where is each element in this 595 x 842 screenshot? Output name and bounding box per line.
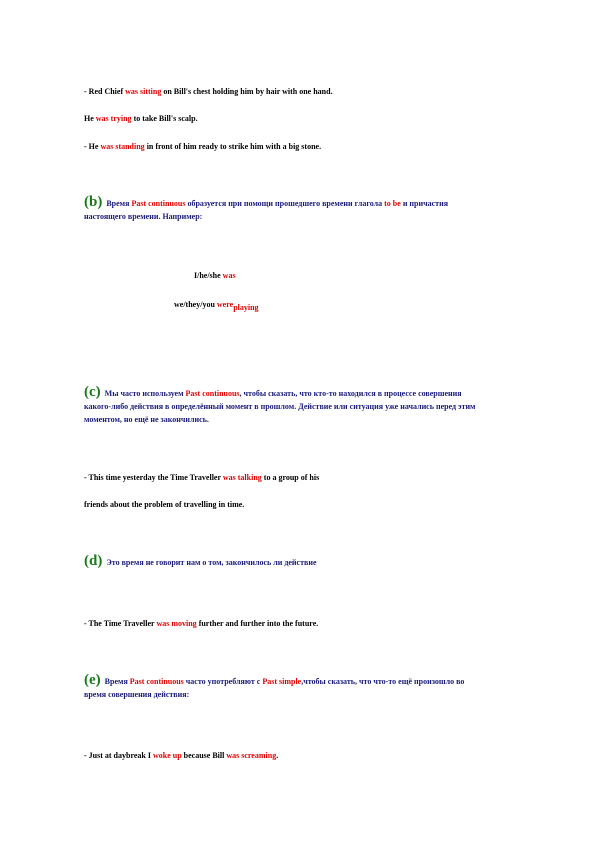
rule-text: , чтобы сказать, что кто-то находился в процессе совершения bbox=[239, 389, 462, 398]
table-row-were bbox=[174, 300, 259, 312]
section-marker: (e) bbox=[84, 672, 101, 688]
example-text: because Bill bbox=[181, 751, 227, 760]
rule-text: Это время не говорит нам о том, закончилось ли действие bbox=[104, 558, 317, 567]
verb-highlight: was bbox=[222, 271, 236, 280]
term-highlight: Past continuous bbox=[129, 677, 184, 686]
example-text: - The Time Traveller bbox=[84, 619, 157, 628]
example-text: . bbox=[276, 751, 279, 760]
section-d bbox=[84, 555, 317, 569]
example-text: - Red Chief bbox=[84, 87, 126, 96]
example-text: He bbox=[84, 114, 96, 123]
example-standing bbox=[84, 142, 321, 151]
section-marker: (c) bbox=[84, 384, 101, 400]
rule-text: Мы часто используем bbox=[102, 389, 186, 398]
section-c-line2: какого-либо действия в определённый момент в прошлом. Действие или ситуация уже начались перед этим bbox=[84, 402, 476, 411]
section-b-line2: настоящего времени. Например: bbox=[84, 212, 203, 221]
section-d-line1 bbox=[84, 555, 317, 569]
section-c-line3: моментом, но ещё не закончились. bbox=[84, 415, 209, 424]
example-moving bbox=[84, 619, 318, 628]
section-marker: (d) bbox=[84, 553, 103, 569]
section-e bbox=[84, 674, 464, 701]
verb-highlight: woke up bbox=[152, 751, 182, 760]
example-red-chief bbox=[84, 87, 333, 96]
participle-highlight: playing bbox=[233, 303, 259, 312]
term-highlight: Past continuous bbox=[131, 199, 186, 208]
verb-highlight: was sitting bbox=[125, 87, 162, 96]
section-b-line1 bbox=[84, 196, 448, 210]
verb-highlight: was trying bbox=[95, 114, 132, 123]
example-text: further and further into the future. bbox=[196, 619, 319, 628]
section-e-line2: время совершения действия: bbox=[84, 690, 190, 699]
rule-text: и причастия bbox=[400, 199, 449, 208]
example-woke-up bbox=[84, 751, 278, 760]
rule-text: образуется при помощи прошедшего времени глагола bbox=[185, 199, 385, 208]
example-text: to a group of his bbox=[261, 473, 320, 482]
table-row-was bbox=[194, 271, 236, 280]
example-text: - Just at daybreak I bbox=[84, 751, 153, 760]
verb-highlight: was moving bbox=[156, 619, 197, 628]
verb-highlight: was talking bbox=[222, 473, 262, 482]
section-b bbox=[84, 196, 448, 223]
section-c bbox=[84, 386, 476, 426]
term-highlight: to be bbox=[384, 199, 401, 208]
rule-text: ,чтобы сказать, что что-то ещё произошло во bbox=[301, 677, 465, 686]
example-talking-continued: friends about the problem of travelling in time. bbox=[84, 500, 245, 509]
rule-text: Время bbox=[104, 199, 132, 208]
example-text: to take Bill's scalp. bbox=[131, 114, 198, 123]
section-e-line1 bbox=[84, 674, 464, 688]
verb-highlight: were bbox=[216, 300, 234, 309]
term-highlight: Past continuous bbox=[185, 389, 240, 398]
example-talking bbox=[84, 473, 319, 482]
section-c-line1 bbox=[84, 386, 476, 400]
subject-text: I/he/she bbox=[194, 271, 223, 280]
section-marker: (b) bbox=[84, 194, 103, 210]
example-text: - He bbox=[84, 142, 101, 151]
verb-highlight: was screaming bbox=[226, 751, 277, 760]
subject-text: we/they/you bbox=[174, 300, 217, 309]
rule-text: часто употребляют с bbox=[183, 677, 263, 686]
example-trying bbox=[84, 114, 198, 123]
rule-text: Время bbox=[102, 677, 130, 686]
example-text: in front of him ready to strike him with a big stone. bbox=[144, 142, 322, 151]
term-highlight: Past simple bbox=[262, 677, 302, 686]
example-text: on Bill's chest holding him by hair with one hand. bbox=[161, 87, 333, 96]
verb-highlight: was standing bbox=[100, 142, 145, 151]
example-text: - This time yesterday the Time Traveller bbox=[84, 473, 223, 482]
